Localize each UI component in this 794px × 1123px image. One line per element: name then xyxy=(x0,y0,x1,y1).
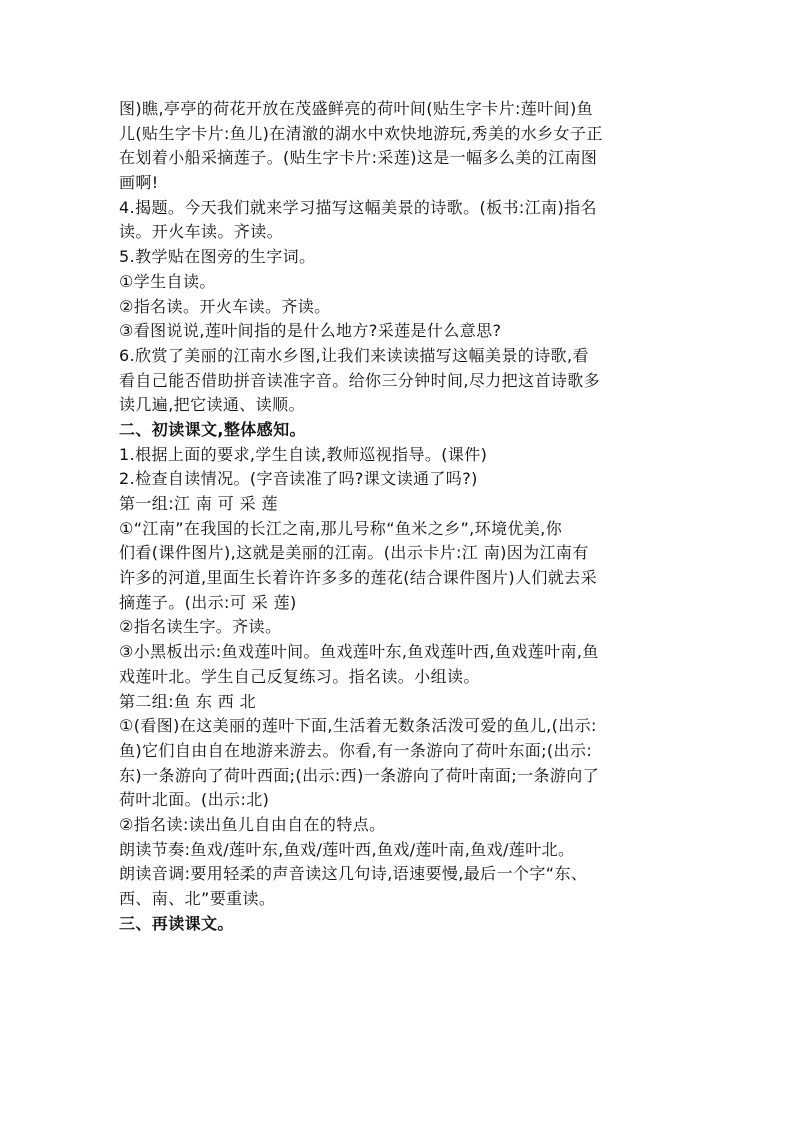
text-line: 鱼)它们自由自在地游来游去。你看,有一条游向了荷叶东面;(出示: xyxy=(119,740,593,760)
text-line: 戏莲叶北。学生自己反复练习。指名读。小组读。 xyxy=(119,666,480,686)
group-2-heading: 第二组:鱼 东 西 北 xyxy=(119,691,257,711)
text-line: 在划着小船采摘莲子。(贴生字卡片:采莲)这是一幅多么美的江南图 xyxy=(119,148,598,168)
section-heading-3: 三、再读课文。 xyxy=(119,913,234,933)
text-line: 摘莲子。(出示:可 采 莲) xyxy=(119,592,297,612)
sub-step-line: ③看图说说,莲叶间指的是什么地方?采莲是什么意思? xyxy=(119,321,502,341)
step-6-line: 6.欣赏了美丽的江南水乡图,让我们来读读描写这幅美景的诗歌,看 xyxy=(119,345,589,365)
text-line: 许多的河道,里面生长着许许多多的莲花(结合课件图片)人们就去采 xyxy=(119,568,597,588)
sub-step-line: ①“江南”在我国的长江之南,那儿号称“鱼米之乡”,环境优美,你 xyxy=(119,518,563,538)
text-line: 画啊! xyxy=(119,173,159,193)
text-line: 荷叶北面。(出示:北) xyxy=(119,790,270,810)
sub-step-line: ②指名读生字。齐读。 xyxy=(119,617,282,637)
text-line: 读几遍,把它读通、读顺。 xyxy=(119,395,305,415)
sub-step-line: ①(看图)在这美丽的莲叶下面,生活着无数条活泼可爱的鱼儿,(出示: xyxy=(119,716,597,736)
step-1-line: 1.根据上面的要求,学生自读,教师巡视指导。(课件) xyxy=(119,444,488,464)
group-1-heading: 第一组:江 南 可 采 莲 xyxy=(119,494,278,513)
text-line: 西、南、北”要重读。 xyxy=(119,889,276,908)
sub-step-line: ①学生自读。 xyxy=(119,271,216,291)
step-5-line: 5.教学贴在图旁的生字词。 xyxy=(119,247,316,267)
sub-step-line: ②指名读:读出鱼儿自由自在的特点。 xyxy=(119,814,386,834)
sub-step-line: ②指名读。开火车读。齐读。 xyxy=(119,296,331,316)
intonation-line: 朗读音调:要用轻柔的声音读这几句诗,语速要慢,最后一个字“东、 xyxy=(119,864,588,884)
text-line: 们看(课件图片),这就是美丽的江南。(出示卡片:江 南)因为江南有 xyxy=(119,543,589,563)
text-line: 东)一条游向了荷叶西面;(出示:西)一条游向了荷叶南面;一条游向了 xyxy=(119,765,600,785)
step-4-line: 4.揭题。今天我们就来学习描写这幅美景的诗歌。(板书:江南)指名 xyxy=(119,197,597,217)
sub-step-line: ③小黑板出示:鱼戏莲叶间。鱼戏莲叶东,鱼戏莲叶西,鱼戏莲叶南,鱼 xyxy=(119,642,599,662)
text-line: 读。开火车读。齐读。 xyxy=(119,222,284,242)
text-line: 看自己能否借助拼音读准字音。给你三分钟时间,尽力把这首诗歌多 xyxy=(119,370,601,390)
text-line: 图)瞧,亭亭的荷花开放在茂盛鲜亮的荷叶间(贴生字卡片:莲叶间)鱼 xyxy=(119,99,594,118)
section-heading-2: 二、初读课文,整体感知。 xyxy=(119,419,306,439)
text-line: 儿(贴生字卡片:鱼儿)在清澈的湖水中欢快地游玩,秀美的水乡女子正 xyxy=(119,123,603,143)
rhythm-line: 朗读节奏:鱼戏/莲叶东,鱼戏/莲叶西,鱼戏/莲叶南,鱼戏/莲叶北。 xyxy=(119,839,575,859)
document-body xyxy=(119,97,679,936)
step-2-line: 2.检查自读情况。(字音读准了吗?课文读通了吗?) xyxy=(119,469,478,489)
